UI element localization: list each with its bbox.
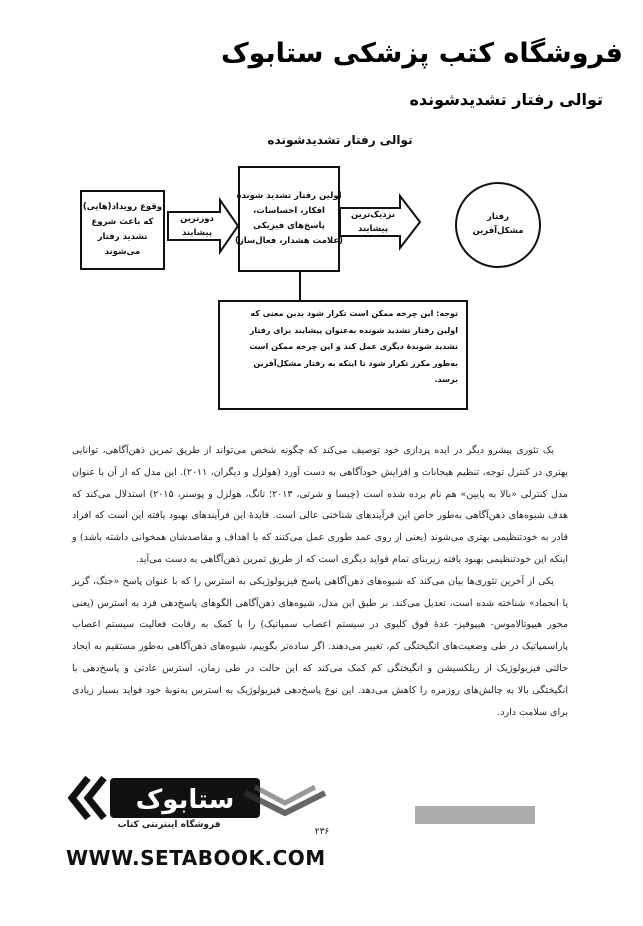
- trigger-line-1: وقوع رویداد(هایی): [82, 202, 163, 212]
- store-title: فروشگاه کتب پزشکی ستابوک: [220, 38, 623, 69]
- note-box: [218, 300, 468, 410]
- arrow-proximal-line-2: پیشایند: [357, 224, 389, 234]
- first-behavior-line-4: (علامت هشدار، فعال‌ساز): [234, 236, 344, 246]
- problem-behavior-line-2: مشکل‌آفرین: [472, 226, 524, 236]
- logo-brand-text: ستابوک: [135, 785, 235, 815]
- body-text: [72, 440, 568, 723]
- arrow-proximal-line-1: نزدیک‌ترین: [350, 210, 396, 220]
- note-line-4: به‌طور مکرر تکرار شود تا اینکه به رفتار مشکل‌آفرین: [253, 358, 458, 368]
- trigger-line-4: می‌شوند: [104, 247, 141, 257]
- first-escalating-behavior-box: [234, 166, 344, 272]
- note-line-1: توجه: این چرخه ممکن است تکرار شود بدین معنی که: [250, 309, 458, 318]
- page-number: ۲۳۶: [314, 827, 330, 837]
- trigger-line-3: تشدید رفتار: [97, 232, 148, 242]
- arrow-distal-line-1: دورترین: [180, 214, 214, 224]
- section-title: توالی رفتار تشدیدشونده: [409, 90, 603, 109]
- note-line-3: تشدید شوندهٔ دیگری عمل کند و این چرخه ممکن است: [249, 342, 458, 351]
- first-behavior-line-1: اولین رفتار تشدید شونده: [236, 191, 342, 201]
- watermark-subtitle: فروشگاه اینترنتی کتاب: [117, 820, 221, 830]
- arrow-distal-line-2: پیشایند: [181, 228, 213, 238]
- paragraph-2: یکی از آخرین تئوری‌ها بیان می‌کند که شیوه‌های ذهن‌آگاهی پاسخ فیزیولوژیکی به استرس را که با عنوان پاسخ «جنگ، گریز یا انجماد» شناخته شده است، تعدیل می‌کند. بر طبق این مدل، شیوه‌های ذهن‌آگاهی الگوهای پاسخ‌دهی فرد به استرس (یعنی محور هیپوتالاموس- هیپوفیز- غدهٔ فوق کلیوی در سیستم اعصاب سمپاتیک) را با کمک به رقابت فعالیت سیستم اعصاب پاراسمپاتیک در طی وضعیت‌های انگیختگی کم، تغییر می‌دهند. اگر ساده‌تر بگوییم، شیوه‌های ذهن‌آگاهی به‌طور مستقیم به ایجاد حالتی فیزیولوژیک از ریلکسیشن و انگیختگی کم کمک می‌کند که این حالت در طی زمان، استرس عادتی و پاسخ‌دهی با انگیختگی بالا به چالش‌های روزمره را کاهش می‌دهد. این نوع پاسخ‌دهی فیزیولوژیک به استرس به‌نوبهٔ خود فواید بسیار زیادی برای سلامت دارد.: [72, 575, 568, 718]
- trigger-line-2: که باعث شروع: [91, 217, 154, 227]
- watermark-band-icon: [415, 800, 535, 830]
- paragraph-1: یک تئوری پیشرو دیگر در ایده پردازی خود توصیف می‌کند که چگونه شخص می‌تواند از طریق تمرین ذهن‌آگاهی، توانایی بهتری در کنترل توجه، تنظیم هیجانات و افزایش خودآگاهی به دست آورد (هولزل و دیگران، ۲۰۱۱). این مدل که از آن با عنوان مدل کنترلی «بالا به پایین» هم نام برده شده است (چیسا و شرتی، ۲۰۱۳؛ تانگ، هولزل و پوسنر، ۲۰۱۵) استدلال می‌کند که هدف شیوه‌های ذهن‌آگاهی به‌طور خاص این فرآیندهای شناختی عالی است. فایدهٔ این فرآیندهای بهبود یافته این است که افراد قادر به خودتنظیمی بهتری می‌شوند (یعنی از روی عمد طوری عمل می‌کنند که با اهداف و مقاصدشان همخوانی داشته باشد) و اینکه این خودتنظیمی بهبود یافته زیربنای تمام فواید دیگری است که از طریق تمرین ذهن‌آگاهی به دست می‌آید.: [72, 445, 568, 565]
- arrow-distal-label: [172, 212, 222, 240]
- diagram-title: توالی رفتار تشدیدشونده: [267, 133, 413, 147]
- problem-behavior-line-1: رفتار: [486, 212, 509, 222]
- first-behavior-line-2: افکار، احساسات،: [253, 206, 325, 216]
- chevron-logo-icon: [72, 778, 104, 818]
- arrow-proximal-label: [344, 208, 402, 236]
- watermark-mark-icon: [240, 785, 330, 825]
- first-behavior-line-3: پاسخ‌های فیزیکی: [253, 221, 325, 231]
- trigger-event-box: [80, 190, 165, 270]
- problem-behavior-label: [462, 210, 534, 238]
- note-line-2: اولین رفتار تشدید شونده به‌عنوان پیشایند برای رفتار: [249, 325, 458, 335]
- watermark-url: WWW.SETABOOK.COM: [66, 846, 326, 870]
- escalation-diagram: [0, 0, 643, 420]
- note-line-5: برسد.: [434, 375, 458, 384]
